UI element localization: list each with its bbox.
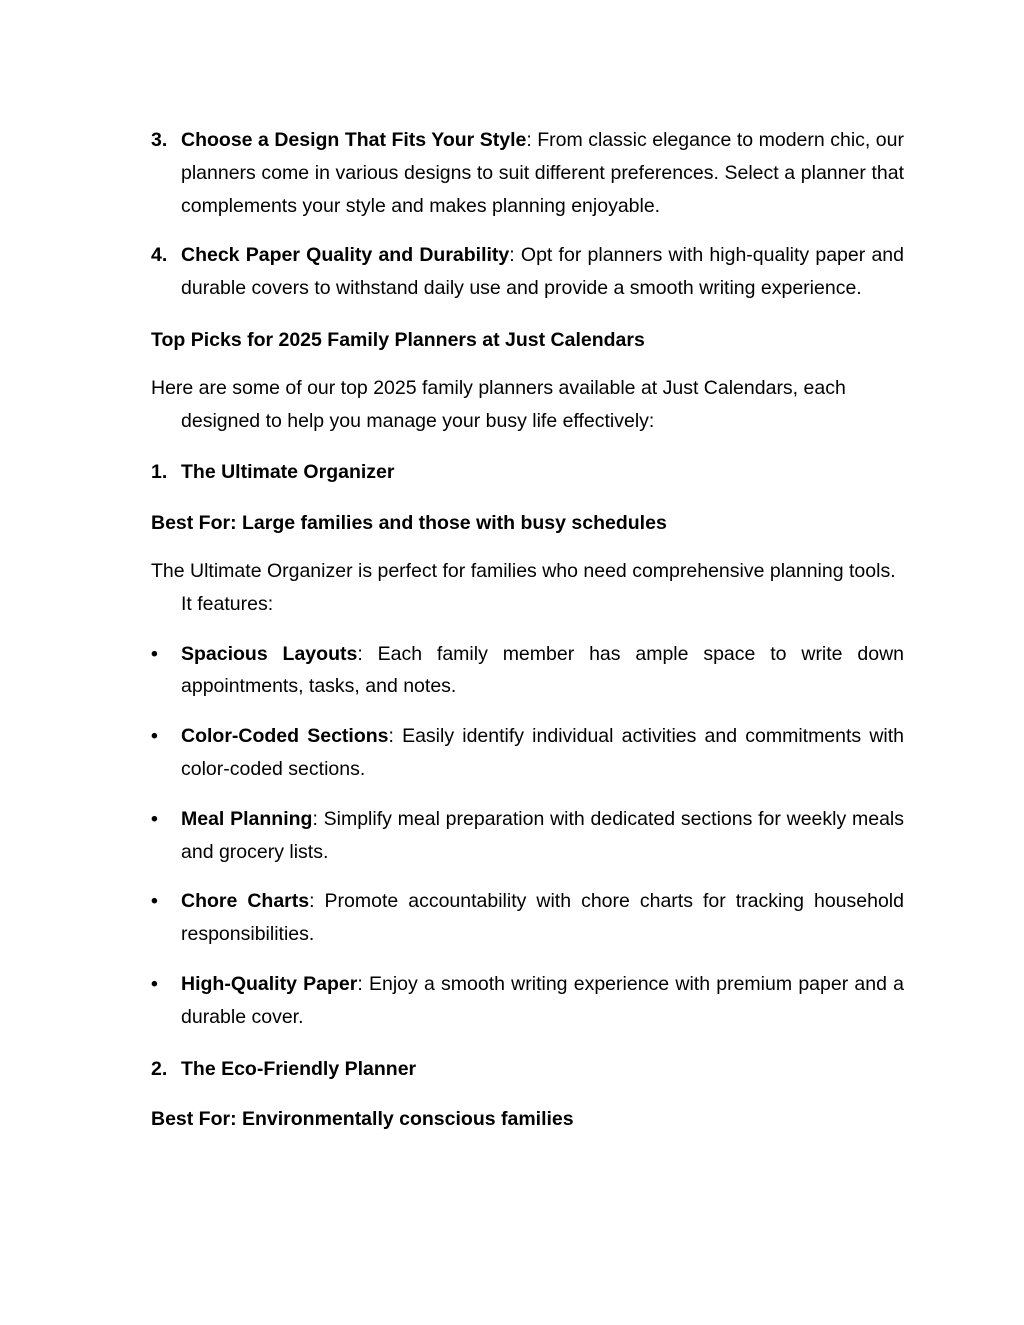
feature-text: : Promote accountability with chore charts for tracking household responsibilities.	[181, 890, 904, 946]
feature-title: Chore Charts	[181, 890, 310, 913]
list-number: 1.	[151, 461, 168, 484]
best-for-label: Best For: Environmentally conscious families	[151, 1108, 574, 1131]
product-name: The Ultimate Organizer	[181, 461, 395, 484]
bullet-icon: •	[151, 642, 158, 665]
section-heading: Top Picks for 2025 Family Planners at Just Calendars	[151, 328, 645, 351]
bullet-icon: •	[151, 890, 158, 913]
list-number: 3.	[151, 129, 168, 151]
feature-item-color-coded	[151, 720, 904, 786]
list-item-text: : Opt for planners with high-quality paper and durable covers to withstand daily use and provide a smooth writing experience.	[181, 244, 904, 300]
feature-text: : Easily identify individual activities and commitments with color-coded sections.	[181, 725, 904, 780]
feature-text: : Simplify meal preparation with dedicated sections for weekly meals and grocery lists.	[181, 807, 905, 863]
product-heading-eco-friendly	[151, 1053, 904, 1086]
feature-title: Spacious Layouts	[181, 642, 358, 665]
feature-title: Meal Planning	[181, 807, 313, 830]
feature-text: : Enjoy a smooth writing experience with premium paper and a durable cover.	[181, 972, 904, 1028]
feature-item-chore-charts	[151, 885, 904, 951]
document-page	[151, 124, 904, 1136]
feature-item-spacious-layouts	[151, 638, 904, 704]
list-item-choose-design	[151, 124, 904, 222]
bullet-icon: •	[151, 807, 158, 830]
product-description: The Ultimate Organizer is perfect for families who need comprehensive planning tools. It features:	[151, 559, 896, 615]
feature-text: : Each family member has ample space to write down appointments, tasks, and notes.	[181, 642, 905, 698]
list-item-title: Choose a Design That Fits Your Style	[181, 129, 527, 151]
bullet-icon: •	[151, 725, 158, 748]
feature-item-high-quality-paper	[151, 968, 904, 1034]
feature-item-meal-planning	[151, 803, 904, 869]
feature-title: High-Quality Paper	[181, 972, 358, 995]
list-number: 4.	[151, 244, 168, 267]
list-item-text: : From classic elegance to modern chic, our planners come in various designs to suit different preferences. Select a planner that complements your style and makes planning enjoyable.	[181, 129, 904, 217]
list-number: 2.	[151, 1057, 168, 1080]
product-heading-ultimate-organizer	[151, 456, 904, 489]
feature-title: Color-Coded Sections	[181, 725, 389, 748]
product-name: The Eco-Friendly Planner	[181, 1057, 417, 1080]
list-item-paper-quality	[151, 239, 904, 305]
list-item-title: Check Paper Quality and Durability	[181, 244, 510, 267]
best-for-label: Best For: Large families and those with busy schedules	[151, 512, 667, 535]
bullet-icon: •	[151, 972, 158, 995]
intro-paragraph: Here are some of our top 2025 family planners available at Just Calendars, each designed to help you manage your busy life effectively:	[151, 376, 846, 432]
